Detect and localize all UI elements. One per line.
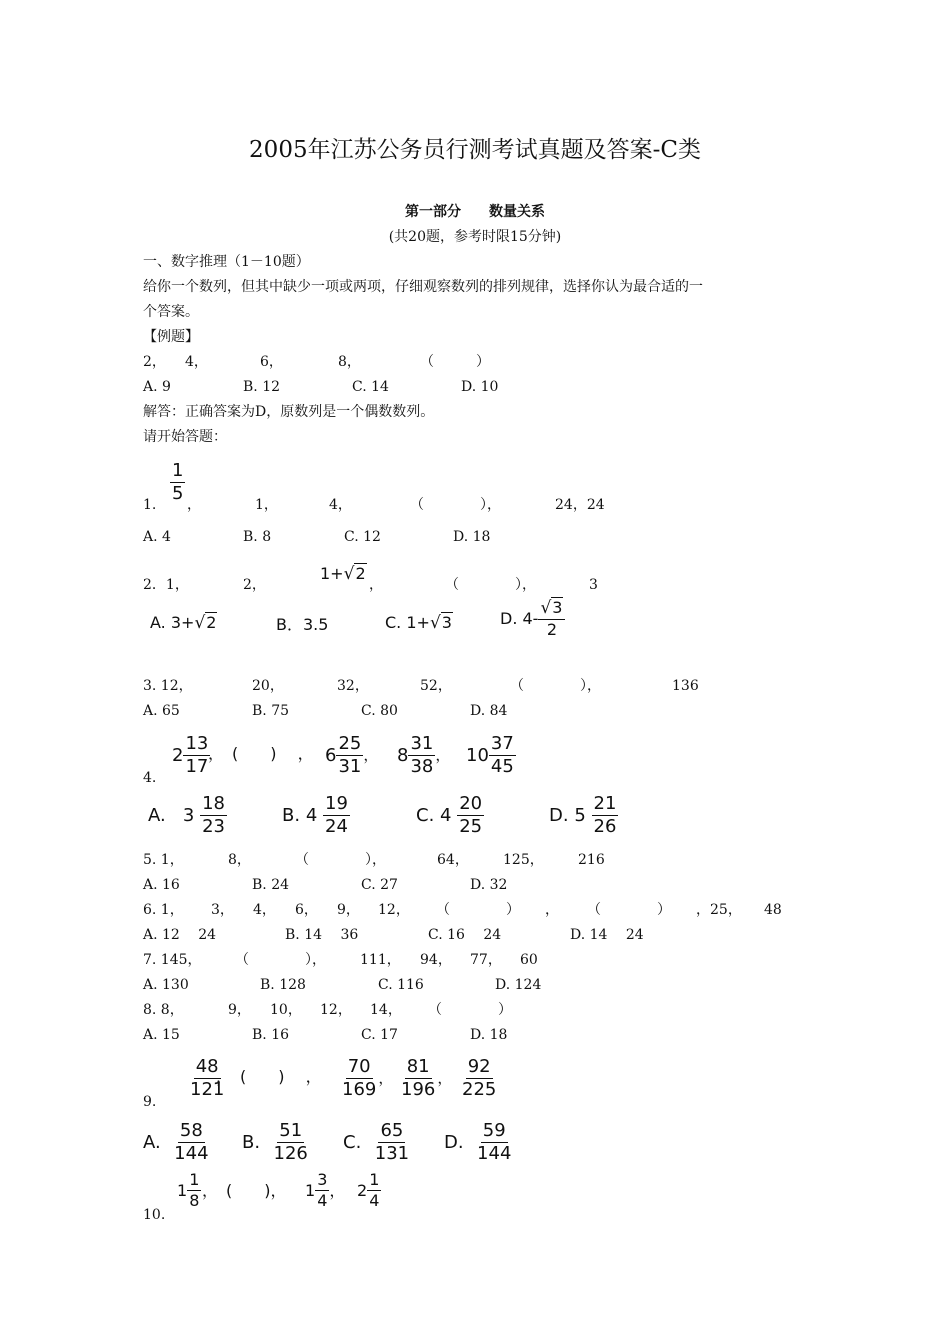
q3-term: 52，: [420, 678, 452, 694]
q2-option-prefix: 1+: [406, 613, 430, 632]
q2-option-prefix: 4-: [522, 609, 539, 628]
q9-blank: ， ( ) ，: [216, 1067, 322, 1086]
q2-option-label: A.: [150, 613, 166, 632]
q2-term-prefix: 1+: [320, 564, 344, 583]
q4-option-label: D.: [549, 804, 569, 826]
q6-comma: ，: [545, 902, 559, 918]
q7-option: D. 124: [495, 977, 542, 993]
q8-option: A. 15: [143, 1027, 180, 1043]
q9-option-c: [343, 1122, 411, 1163]
instruction-line-1: 给你一个数列，但其中缺少一项或两项，仔细观察数列的排列规律，选择你认为最合适的一: [143, 279, 703, 295]
q10-denominator: 4: [369, 1191, 380, 1210]
q9-term-4: [399, 1058, 452, 1099]
q9-option-denominator: 144: [477, 1143, 512, 1164]
q6-option: C. 16 24: [428, 927, 502, 943]
q10-term-3: [305, 1172, 345, 1209]
q8-term: 12，: [320, 1002, 352, 1018]
q1-frac-numerator: 1: [172, 460, 184, 481]
q9-option-numerator: 65: [380, 1120, 404, 1141]
q9-denominator: 225: [462, 1079, 497, 1100]
q7-term: 60: [520, 952, 538, 968]
q10-numerator: 1: [189, 1170, 200, 1189]
q4-term-3: [325, 735, 378, 776]
sqrt-icon: √: [343, 564, 355, 584]
q6-option: B. 14 36: [285, 927, 359, 943]
q6-term: 6，: [295, 902, 318, 918]
q9-option-label: B.: [242, 1131, 261, 1153]
q2-option-d: [500, 600, 565, 638]
q1-number: 1.: [143, 497, 157, 513]
q4-denominator: 17: [185, 756, 209, 777]
q6-term: 4，: [253, 902, 276, 918]
q3-option: B. 75: [252, 703, 290, 719]
q9-option-d: [444, 1122, 513, 1163]
q4-option-d: [549, 795, 618, 836]
q4-option-whole: 5: [574, 804, 586, 826]
q9-option-numerator: 59: [482, 1120, 506, 1141]
q8-term: 9，: [228, 1002, 251, 1018]
q4-comma: ，: [363, 746, 379, 764]
q1-term: 24，24: [555, 497, 605, 513]
q2-option-b: B．3.5: [276, 615, 329, 634]
q1-option: C. 12: [344, 529, 381, 545]
q1-term: 1，: [255, 497, 278, 513]
q6-term: ，25，: [696, 902, 742, 918]
q2-term-radicand: 2: [355, 564, 366, 583]
q4-option-numerator: 18: [202, 793, 225, 814]
q6-option: A. 12 24: [143, 927, 217, 943]
q4-denominator: 31: [338, 756, 362, 777]
q10-comma: ，: [329, 1180, 346, 1200]
sqrt-icon: √: [540, 598, 552, 618]
q9-comma: ，: [437, 1069, 453, 1087]
q8-blank: （ ）: [428, 1002, 512, 1018]
q6-term: 48: [764, 902, 782, 918]
q2-option-prefix: 3+: [170, 613, 195, 632]
q4-whole: 2: [172, 744, 184, 766]
q5-term: 125，: [503, 852, 544, 868]
q4-option-a: [148, 795, 227, 836]
q9-option-label: C.: [343, 1131, 362, 1153]
q5-blank: （ ），: [295, 852, 386, 868]
q6-blank: （ ）: [587, 902, 671, 918]
q4-option-label: A.: [148, 804, 166, 826]
q5-term: 216: [578, 852, 605, 868]
q10-numerator: 1: [369, 1170, 380, 1189]
example-option: A. 9: [143, 379, 171, 395]
section-title: 第一部分 数量关系: [405, 204, 545, 220]
q9-numerator: 70: [347, 1056, 371, 1077]
q2-term: 3: [589, 577, 598, 593]
q7-term: 77，: [470, 952, 502, 968]
q5-option: C. 27: [361, 877, 398, 893]
q10-denominator: 8: [189, 1191, 200, 1210]
q4-denominator: 38: [410, 756, 434, 777]
q9-option-a: [143, 1122, 211, 1163]
sqrt-icon: √: [194, 613, 206, 633]
q4-option-label: B.: [282, 804, 301, 826]
q2-blank: （ ），: [445, 577, 536, 593]
part-heading: 一、数字推理（1－10题）: [143, 254, 310, 270]
q2-option-label: D.: [500, 609, 518, 628]
example-label: 【例题】: [143, 329, 199, 345]
q2-term-radical: [320, 566, 367, 583]
q10-numerator: 3: [317, 1170, 328, 1189]
q3-term: 136: [672, 678, 699, 694]
q4-option-c: [416, 795, 484, 836]
q7-blank: （ ），: [235, 952, 326, 968]
q4-option-whole: 3: [182, 804, 195, 826]
instruction-line-2: 个答案。: [143, 304, 199, 320]
q2-option-radicand: 3: [441, 613, 452, 632]
q7-term: 94，: [420, 952, 452, 968]
q6-term: 6. 1，: [143, 902, 184, 918]
q2-option-denominator: 2: [546, 620, 558, 639]
example-answer: 解答：正确答案为D，原数列是一个偶数数列。: [143, 404, 435, 420]
q4-term-1: [172, 735, 210, 776]
q4-numerator: 37: [490, 733, 514, 754]
q4-option-b: [282, 795, 350, 836]
q2-option-radicand: 3: [552, 598, 563, 617]
q5-term: 5. 1，: [143, 852, 184, 868]
q9-option-denominator: 144: [174, 1143, 209, 1164]
q9-option-label: D.: [444, 1131, 464, 1153]
q10-whole: 1: [177, 1180, 188, 1200]
q2-comma: ，: [369, 577, 383, 593]
q4-whole: 6: [325, 744, 337, 766]
q3-term: 32，: [337, 678, 369, 694]
q3-term: 20，: [252, 678, 284, 694]
q3-term: 3. 12，: [143, 678, 193, 694]
q4-option-denominator: 26: [593, 816, 617, 837]
q4-term-4: [397, 735, 450, 776]
start-text: 请开始答题：: [143, 429, 227, 445]
q2-term: 2，: [243, 577, 266, 593]
q10-term-1: [177, 1172, 201, 1209]
sqrt-icon: √: [429, 613, 441, 633]
q7-term: 111，: [360, 952, 401, 968]
q1-blank: （ ），: [410, 497, 501, 513]
q4-option-numerator: 19: [325, 793, 348, 814]
q8-option: C. 17: [361, 1027, 398, 1043]
q6-blank: （ ）: [436, 902, 520, 918]
q5-option: A. 16: [143, 877, 180, 893]
q7-term: 7. 145，: [143, 952, 202, 968]
q9-denominator: 121: [190, 1079, 225, 1100]
q9-option-numerator: 58: [179, 1120, 203, 1141]
q6-option: D. 14 24: [570, 927, 644, 943]
q4-whole: 10: [466, 744, 489, 766]
q9-number: 9.: [143, 1094, 157, 1110]
q6-term: 3，: [211, 902, 234, 918]
q1-comma: ，: [187, 497, 201, 513]
q9-option-numerator: 51: [279, 1120, 303, 1141]
q2-option-label: C.: [385, 613, 402, 632]
q5-option: D. 32: [470, 877, 508, 893]
q4-option-numerator: 21: [593, 793, 617, 814]
q9-denominator: 169: [342, 1079, 377, 1100]
q1-fraction: [170, 462, 185, 503]
q9-option-denominator: 131: [374, 1143, 410, 1164]
q3-option: D. 84: [470, 703, 508, 719]
q3-blank: （ ），: [510, 678, 601, 694]
q9-term-3: [340, 1058, 393, 1099]
section-note: (共20题，参考时限15分钟): [388, 229, 562, 245]
q9-option-denominator: 126: [273, 1143, 308, 1164]
q4-numerator: 25: [338, 733, 362, 754]
q4-option-whole: 4: [305, 804, 318, 826]
example-term: 8，: [338, 354, 361, 370]
q10-number: 10.: [143, 1207, 166, 1223]
q8-term: 8. 8，: [143, 1002, 184, 1018]
q9-numerator: 92: [467, 1056, 491, 1077]
example-term: 6，: [260, 354, 283, 370]
q8-term: 10，: [270, 1002, 302, 1018]
q2-number: 2．1，: [143, 577, 189, 593]
q10-denominator: 4: [317, 1191, 328, 1210]
q1-term: 4，: [329, 497, 352, 513]
q7-option: A. 130: [143, 977, 189, 993]
q7-option: C. 116: [378, 977, 424, 993]
q5-option: B. 24: [252, 877, 290, 893]
q3-option: C. 80: [361, 703, 398, 719]
q4-blank: ， ( ) ，: [208, 744, 314, 763]
q1-option: D. 18: [453, 529, 491, 545]
q8-term: 14，: [370, 1002, 402, 1018]
document-title: 2005年江苏公务员行测考试真题及答案-C类: [249, 137, 701, 163]
q4-denominator: 45: [490, 756, 514, 777]
example-term: 4，: [185, 354, 208, 370]
q6-term: 9，: [337, 902, 360, 918]
example-option: B. 12: [243, 379, 281, 395]
q10-whole: 2: [357, 1180, 368, 1200]
example-option: C. 14: [352, 379, 389, 395]
q4-numerator: 13: [185, 733, 209, 754]
q4-number: 4.: [143, 770, 157, 786]
q8-option: B. 16: [252, 1027, 290, 1043]
q1-frac-denominator: 5: [172, 483, 184, 504]
q4-option-whole: 4: [440, 804, 452, 826]
q9-comma: ，: [378, 1069, 394, 1087]
q9-term-5: [460, 1058, 498, 1099]
q2-option-a: [150, 615, 217, 632]
q10-term-4: [357, 1172, 381, 1209]
q9-numerator: 81: [406, 1056, 430, 1077]
q4-option-denominator: 24: [325, 816, 348, 837]
q10-whole: 1: [305, 1180, 316, 1200]
q4-option-denominator: 25: [459, 816, 483, 837]
q2-option-radicand: 2: [206, 613, 217, 632]
q1-option: A. 4: [143, 529, 171, 545]
q1-option: B. 8: [243, 529, 272, 545]
q8-option: D. 18: [470, 1027, 508, 1043]
q3-option: A. 65: [143, 703, 180, 719]
q5-term: 8，: [228, 852, 251, 868]
q4-comma: ，: [435, 746, 451, 764]
q10-blank: ， ( )，: [202, 1181, 287, 1200]
q4-option-denominator: 23: [202, 816, 225, 837]
q9-numerator: 48: [195, 1056, 219, 1077]
q4-numerator: 31: [410, 733, 434, 754]
q6-term: 12，: [378, 902, 410, 918]
q7-option: B. 128: [260, 977, 306, 993]
q4-whole: 8: [397, 744, 409, 766]
q9-denominator: 196: [401, 1079, 436, 1100]
q4-option-numerator: 20: [459, 793, 483, 814]
q4-term-5: [466, 735, 516, 776]
q5-term: 64，: [437, 852, 469, 868]
example-blank: （ ）: [420, 354, 490, 370]
q9-option-label: A.: [143, 1131, 161, 1153]
q4-option-label: C.: [416, 804, 435, 826]
example-term: 2，: [143, 354, 166, 370]
example-option: D. 10: [461, 379, 499, 395]
q2-option-c: [385, 615, 453, 632]
q9-option-b: [242, 1122, 310, 1163]
